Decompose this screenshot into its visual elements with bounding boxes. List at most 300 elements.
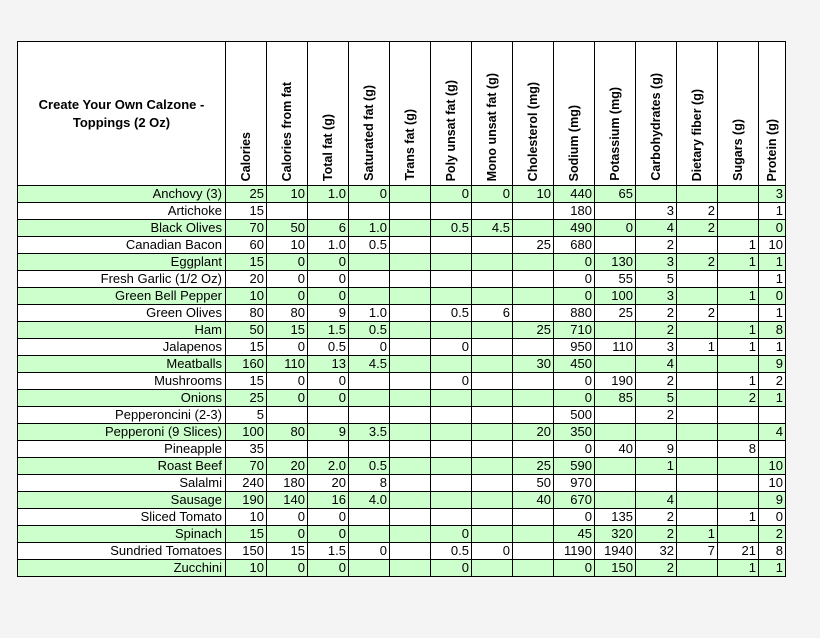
- column-header-label: Calories from fat: [280, 81, 294, 181]
- nutrition-cell: 0: [431, 339, 472, 356]
- nutrition-cell: 0: [554, 560, 595, 577]
- nutrition-cell: 10: [226, 509, 267, 526]
- nutrition-cell: 10: [759, 237, 786, 254]
- table-row: [18, 356, 786, 373]
- nutrition-cell: [390, 475, 431, 492]
- nutrition-cell: [390, 288, 431, 305]
- nutrition-cell: 1: [718, 322, 759, 339]
- nutrition-cell: [636, 424, 677, 441]
- table-body: [18, 186, 786, 577]
- nutrition-cell: 9: [759, 356, 786, 373]
- nutrition-cell: [636, 475, 677, 492]
- nutrition-cell: 50: [226, 322, 267, 339]
- nutrition-cell: [431, 356, 472, 373]
- nutrition-cell: [472, 322, 513, 339]
- nutrition-cell: [431, 492, 472, 509]
- nutrition-cell: 0: [267, 288, 308, 305]
- nutrition-cell: [472, 526, 513, 543]
- nutrition-cell: 1: [759, 339, 786, 356]
- nutrition-cell: 140: [267, 492, 308, 509]
- nutrition-cell: [349, 373, 390, 390]
- nutrition-cell: 20: [513, 424, 554, 441]
- nutrition-cell: [349, 254, 390, 271]
- nutrition-cell: 5: [636, 271, 677, 288]
- nutrition-cell: 55: [595, 271, 636, 288]
- nutrition-cell: [595, 356, 636, 373]
- nutrition-cell: 710: [554, 322, 595, 339]
- nutrition-cell: 25: [226, 186, 267, 203]
- nutrition-cell: 15: [226, 203, 267, 220]
- nutrition-cell: 590: [554, 458, 595, 475]
- nutrition-cell: [513, 254, 554, 271]
- nutrition-cell: 2: [636, 509, 677, 526]
- nutrition-cell: 25: [595, 305, 636, 322]
- nutrition-cell: 0: [308, 373, 349, 390]
- nutrition-cell: 0: [554, 441, 595, 458]
- nutrition-cell: 2: [636, 560, 677, 577]
- table-row: [18, 390, 786, 407]
- nutrition-cell: 110: [267, 356, 308, 373]
- nutrition-cell: [390, 237, 431, 254]
- nutrition-cell: 0: [554, 288, 595, 305]
- nutrition-cell: [472, 271, 513, 288]
- nutrition-cell: 0: [759, 220, 786, 237]
- nutrition-cell: 10: [226, 288, 267, 305]
- nutrition-cell: 80: [267, 305, 308, 322]
- nutrition-cell: [349, 271, 390, 288]
- nutrition-cell: [390, 492, 431, 509]
- nutrition-cell: 25: [513, 322, 554, 339]
- nutrition-cell: 70: [226, 458, 267, 475]
- nutrition-cell: 0: [472, 543, 513, 560]
- table-row: [18, 339, 786, 356]
- column-header-label: Total fat (g): [321, 113, 335, 181]
- topping-name: Sliced Tomato: [18, 509, 226, 526]
- topping-name: Sausage: [18, 492, 226, 509]
- nutrition-cell: 15: [267, 322, 308, 339]
- nutrition-cell: 5: [226, 407, 267, 424]
- nutrition-cell: [677, 322, 718, 339]
- column-header-label: Mono unsat fat (g): [485, 72, 499, 181]
- nutrition-cell: [390, 373, 431, 390]
- nutrition-cell: 0.5: [431, 220, 472, 237]
- column-header: [390, 42, 431, 186]
- nutrition-cell: [390, 271, 431, 288]
- nutrition-cell: [718, 305, 759, 322]
- nutrition-cell: 4.0: [349, 492, 390, 509]
- nutrition-cell: [513, 203, 554, 220]
- column-header: [677, 42, 718, 186]
- nutrition-cell: [718, 526, 759, 543]
- nutrition-cell: [349, 288, 390, 305]
- nutrition-cell: 10: [759, 458, 786, 475]
- table-row: [18, 424, 786, 441]
- column-header-label: Carbohydrates (g): [649, 73, 663, 181]
- nutrition-cell: 180: [267, 475, 308, 492]
- topping-name: Pepperoncini (2-3): [18, 407, 226, 424]
- nutrition-cell: 0: [349, 186, 390, 203]
- nutrition-cell: [472, 390, 513, 407]
- nutrition-cell: 2: [677, 254, 718, 271]
- nutrition-cell: 25: [513, 458, 554, 475]
- nutrition-cell: [677, 475, 718, 492]
- nutrition-cell: 9: [308, 305, 349, 322]
- nutrition-cell: [390, 254, 431, 271]
- table-row: [18, 526, 786, 543]
- nutrition-cell: [513, 441, 554, 458]
- nutrition-cell: [267, 203, 308, 220]
- nutrition-cell: 1: [759, 271, 786, 288]
- nutrition-cell: 15: [226, 254, 267, 271]
- nutrition-cell: [636, 186, 677, 203]
- nutrition-cell: 3: [759, 186, 786, 203]
- nutrition-cell: [513, 271, 554, 288]
- nutrition-cell: 2: [636, 305, 677, 322]
- nutrition-cell: [390, 186, 431, 203]
- column-header-label: Dietary fiber (g): [690, 88, 704, 181]
- nutrition-cell: 2: [759, 373, 786, 390]
- nutrition-cell: 0: [431, 373, 472, 390]
- nutrition-cell: 350: [554, 424, 595, 441]
- nutrition-cell: 70: [226, 220, 267, 237]
- nutrition-cell: [677, 560, 718, 577]
- topping-name: Sundried Tomatoes: [18, 543, 226, 560]
- nutrition-cell: [718, 271, 759, 288]
- nutrition-cell: [513, 526, 554, 543]
- nutrition-cell: [390, 390, 431, 407]
- nutrition-cell: [472, 339, 513, 356]
- nutrition-cell: 500: [554, 407, 595, 424]
- nutrition-cell: [718, 492, 759, 509]
- column-header-label: Potassium (mg): [608, 87, 622, 181]
- nutrition-cell: 85: [595, 390, 636, 407]
- table-row: [18, 560, 786, 577]
- nutrition-cell: 65: [595, 186, 636, 203]
- nutrition-cell: 0: [267, 390, 308, 407]
- nutrition-cell: 6: [472, 305, 513, 322]
- table-row: [18, 271, 786, 288]
- nutrition-cell: 0: [267, 339, 308, 356]
- nutrition-cell: [390, 458, 431, 475]
- nutrition-cell: [513, 305, 554, 322]
- nutrition-cell: [513, 509, 554, 526]
- nutrition-cell: 8: [759, 322, 786, 339]
- nutrition-cell: 0: [267, 271, 308, 288]
- nutrition-cell: [472, 560, 513, 577]
- nutrition-cell: [677, 271, 718, 288]
- topping-name: Pepperoni (9 Slices): [18, 424, 226, 441]
- topping-name: Ham: [18, 322, 226, 339]
- nutrition-cell: 15: [226, 526, 267, 543]
- nutrition-cell: 1: [677, 339, 718, 356]
- nutrition-cell: 40: [595, 441, 636, 458]
- nutrition-cell: 3: [636, 339, 677, 356]
- nutrition-cell: 13: [308, 356, 349, 373]
- nutrition-cell: 4: [636, 220, 677, 237]
- table-row: [18, 458, 786, 475]
- nutrition-cell: 4: [636, 492, 677, 509]
- nutrition-cell: [472, 373, 513, 390]
- nutrition-cell: [759, 441, 786, 458]
- nutrition-cell: 3: [636, 288, 677, 305]
- nutrition-cell: [390, 220, 431, 237]
- nutrition-cell: [595, 492, 636, 509]
- topping-name: Black Olives: [18, 220, 226, 237]
- nutrition-cell: 1: [759, 305, 786, 322]
- nutrition-cell: [759, 407, 786, 424]
- nutrition-cell: 8: [349, 475, 390, 492]
- column-header: [226, 42, 267, 186]
- nutrition-cell: [349, 441, 390, 458]
- nutrition-cell: [513, 220, 554, 237]
- nutrition-cell: 2: [636, 237, 677, 254]
- nutrition-cell: 20: [226, 271, 267, 288]
- nutrition-cell: [472, 254, 513, 271]
- nutrition-cell: 32: [636, 543, 677, 560]
- nutrition-cell: 2: [677, 220, 718, 237]
- table-row: [18, 509, 786, 526]
- nutrition-cell: [390, 407, 431, 424]
- nutrition-cell: 450: [554, 356, 595, 373]
- nutrition-cell: 0: [308, 526, 349, 543]
- nutrition-cell: 0: [759, 509, 786, 526]
- nutrition-cell: [472, 492, 513, 509]
- nutrition-cell: [677, 424, 718, 441]
- header-row: [18, 42, 786, 186]
- topping-name: Mushrooms: [18, 373, 226, 390]
- nutrition-cell: 60: [226, 237, 267, 254]
- nutrition-cell: 0: [267, 526, 308, 543]
- nutrition-cell: [308, 441, 349, 458]
- nutrition-cell: [349, 509, 390, 526]
- nutrition-cell: 7: [677, 543, 718, 560]
- table-row: [18, 407, 786, 424]
- column-header: [554, 42, 595, 186]
- nutrition-cell: [390, 441, 431, 458]
- nutrition-cell: 35: [226, 441, 267, 458]
- nutrition-cell: 0: [308, 271, 349, 288]
- nutrition-cell: [472, 509, 513, 526]
- nutrition-cell: 0: [267, 254, 308, 271]
- nutrition-cell: 1: [718, 288, 759, 305]
- nutrition-cell: [349, 560, 390, 577]
- nutrition-cell: [677, 492, 718, 509]
- topping-name: Roast Beef: [18, 458, 226, 475]
- column-header: [595, 42, 636, 186]
- nutrition-cell: [431, 254, 472, 271]
- nutrition-cell: [390, 356, 431, 373]
- column-header-label: Protein (g): [765, 118, 779, 181]
- table-row: [18, 186, 786, 203]
- column-header: [513, 42, 554, 186]
- nutrition-cell: [472, 288, 513, 305]
- nutrition-cell: [718, 203, 759, 220]
- nutrition-cell: 2: [759, 526, 786, 543]
- nutrition-cell: 1: [718, 373, 759, 390]
- nutrition-cell: 150: [226, 543, 267, 560]
- nutrition-cell: 1940: [595, 543, 636, 560]
- nutrition-cell: 0.5: [431, 305, 472, 322]
- column-header-label: Saturated fat (g): [362, 85, 376, 181]
- nutrition-cell: [431, 203, 472, 220]
- nutrition-cell: 2: [636, 373, 677, 390]
- nutrition-cell: 240: [226, 475, 267, 492]
- nutrition-cell: [431, 458, 472, 475]
- nutrition-cell: 0.5: [349, 237, 390, 254]
- nutrition-cell: [431, 322, 472, 339]
- nutrition-sheet: [17, 41, 786, 577]
- topping-name: Zucchini: [18, 560, 226, 577]
- nutrition-cell: [718, 458, 759, 475]
- nutrition-cell: 0: [472, 186, 513, 203]
- nutrition-cell: 3: [636, 254, 677, 271]
- column-header-label: Sugars (g): [731, 119, 745, 181]
- nutrition-cell: 0: [267, 560, 308, 577]
- nutrition-cell: 5: [636, 390, 677, 407]
- column-header-label: Trans fat (g): [403, 109, 417, 181]
- nutrition-cell: 0: [431, 186, 472, 203]
- nutrition-cell: [472, 237, 513, 254]
- nutrition-cell: 15: [267, 543, 308, 560]
- nutrition-cell: 0: [554, 271, 595, 288]
- nutrition-cell: [513, 288, 554, 305]
- column-header-label: Cholesterol (mg): [526, 81, 540, 181]
- column-header: [267, 42, 308, 186]
- nutrition-cell: 0: [349, 543, 390, 560]
- table-row: [18, 475, 786, 492]
- table-row: [18, 373, 786, 390]
- nutrition-cell: 680: [554, 237, 595, 254]
- nutrition-cell: 970: [554, 475, 595, 492]
- nutrition-cell: 10: [267, 186, 308, 203]
- table-row: [18, 543, 786, 560]
- column-header: [718, 42, 759, 186]
- nutrition-cell: [595, 475, 636, 492]
- nutrition-cell: 0: [308, 560, 349, 577]
- nutrition-cell: 2: [677, 305, 718, 322]
- nutrition-cell: 2: [677, 203, 718, 220]
- nutrition-cell: [267, 407, 308, 424]
- nutrition-cell: [431, 390, 472, 407]
- nutrition-cell: 2.0: [308, 458, 349, 475]
- nutrition-cell: 4: [636, 356, 677, 373]
- nutrition-cell: 25: [226, 390, 267, 407]
- nutrition-cell: 80: [226, 305, 267, 322]
- nutrition-cell: [431, 441, 472, 458]
- nutrition-cell: 950: [554, 339, 595, 356]
- nutrition-cell: 1: [718, 339, 759, 356]
- nutrition-cell: [677, 458, 718, 475]
- nutrition-cell: [349, 390, 390, 407]
- nutrition-cell: 100: [226, 424, 267, 441]
- nutrition-cell: [595, 458, 636, 475]
- column-header-label: Calories: [239, 131, 253, 181]
- nutrition-cell: [390, 203, 431, 220]
- nutrition-cell: 0.5: [431, 543, 472, 560]
- nutrition-cell: [677, 237, 718, 254]
- topping-name: Onions: [18, 390, 226, 407]
- column-header: [349, 42, 390, 186]
- nutrition-cell: 8: [718, 441, 759, 458]
- column-header: [759, 42, 786, 186]
- nutrition-cell: [513, 390, 554, 407]
- nutrition-cell: 1: [718, 560, 759, 577]
- nutrition-cell: 1: [759, 254, 786, 271]
- nutrition-cell: [718, 356, 759, 373]
- nutrition-cell: 3: [636, 203, 677, 220]
- column-header-label: Poly unsat fat (g): [444, 79, 458, 181]
- nutrition-cell: 0: [554, 254, 595, 271]
- nutrition-cell: [390, 339, 431, 356]
- nutrition-cell: [431, 509, 472, 526]
- nutrition-cell: [349, 526, 390, 543]
- nutrition-cell: 150: [595, 560, 636, 577]
- topping-name: Pineapple: [18, 441, 226, 458]
- topping-name: Meatballs: [18, 356, 226, 373]
- nutrition-cell: [390, 526, 431, 543]
- nutrition-cell: [513, 373, 554, 390]
- nutrition-cell: [267, 441, 308, 458]
- nutrition-cell: 0: [349, 339, 390, 356]
- nutrition-cell: [677, 356, 718, 373]
- nutrition-cell: 10: [226, 560, 267, 577]
- topping-name: Eggplant: [18, 254, 226, 271]
- nutrition-cell: 180: [554, 203, 595, 220]
- topping-name: Jalapenos: [18, 339, 226, 356]
- nutrition-cell: 135: [595, 509, 636, 526]
- nutrition-cell: 0: [308, 288, 349, 305]
- nutrition-cell: 0: [554, 373, 595, 390]
- nutrition-cell: 670: [554, 492, 595, 509]
- nutrition-cell: [390, 509, 431, 526]
- nutrition-cell: [677, 288, 718, 305]
- nutrition-cell: [390, 305, 431, 322]
- nutrition-cell: 30: [513, 356, 554, 373]
- nutrition-cell: 9: [636, 441, 677, 458]
- nutrition-cell: 0: [308, 509, 349, 526]
- table-row: [18, 441, 786, 458]
- nutrition-cell: [595, 322, 636, 339]
- nutrition-cell: [472, 475, 513, 492]
- nutrition-cell: [595, 203, 636, 220]
- nutrition-cell: 10: [513, 186, 554, 203]
- nutrition-cell: 490: [554, 220, 595, 237]
- nutrition-cell: 4: [759, 424, 786, 441]
- nutrition-cell: 1.0: [349, 220, 390, 237]
- nutrition-cell: [308, 203, 349, 220]
- nutrition-cell: [390, 543, 431, 560]
- nutrition-cell: [513, 543, 554, 560]
- table-row: [18, 305, 786, 322]
- nutrition-cell: 0: [554, 390, 595, 407]
- nutrition-cell: 1: [677, 526, 718, 543]
- nutrition-cell: 130: [595, 254, 636, 271]
- nutrition-cell: 0: [431, 560, 472, 577]
- nutrition-cell: 9: [759, 492, 786, 509]
- nutrition-cell: 4.5: [349, 356, 390, 373]
- topping-name: Salalmi: [18, 475, 226, 492]
- nutrition-cell: [431, 407, 472, 424]
- topping-name: Anchovy (3): [18, 186, 226, 203]
- nutrition-cell: [513, 339, 554, 356]
- topping-name: Artichoke: [18, 203, 226, 220]
- nutrition-cell: 10: [267, 237, 308, 254]
- table-row: [18, 203, 786, 220]
- column-header: [308, 42, 349, 186]
- nutrition-cell: [472, 203, 513, 220]
- topping-name: Green Bell Pepper: [18, 288, 226, 305]
- nutrition-cell: 1.5: [308, 322, 349, 339]
